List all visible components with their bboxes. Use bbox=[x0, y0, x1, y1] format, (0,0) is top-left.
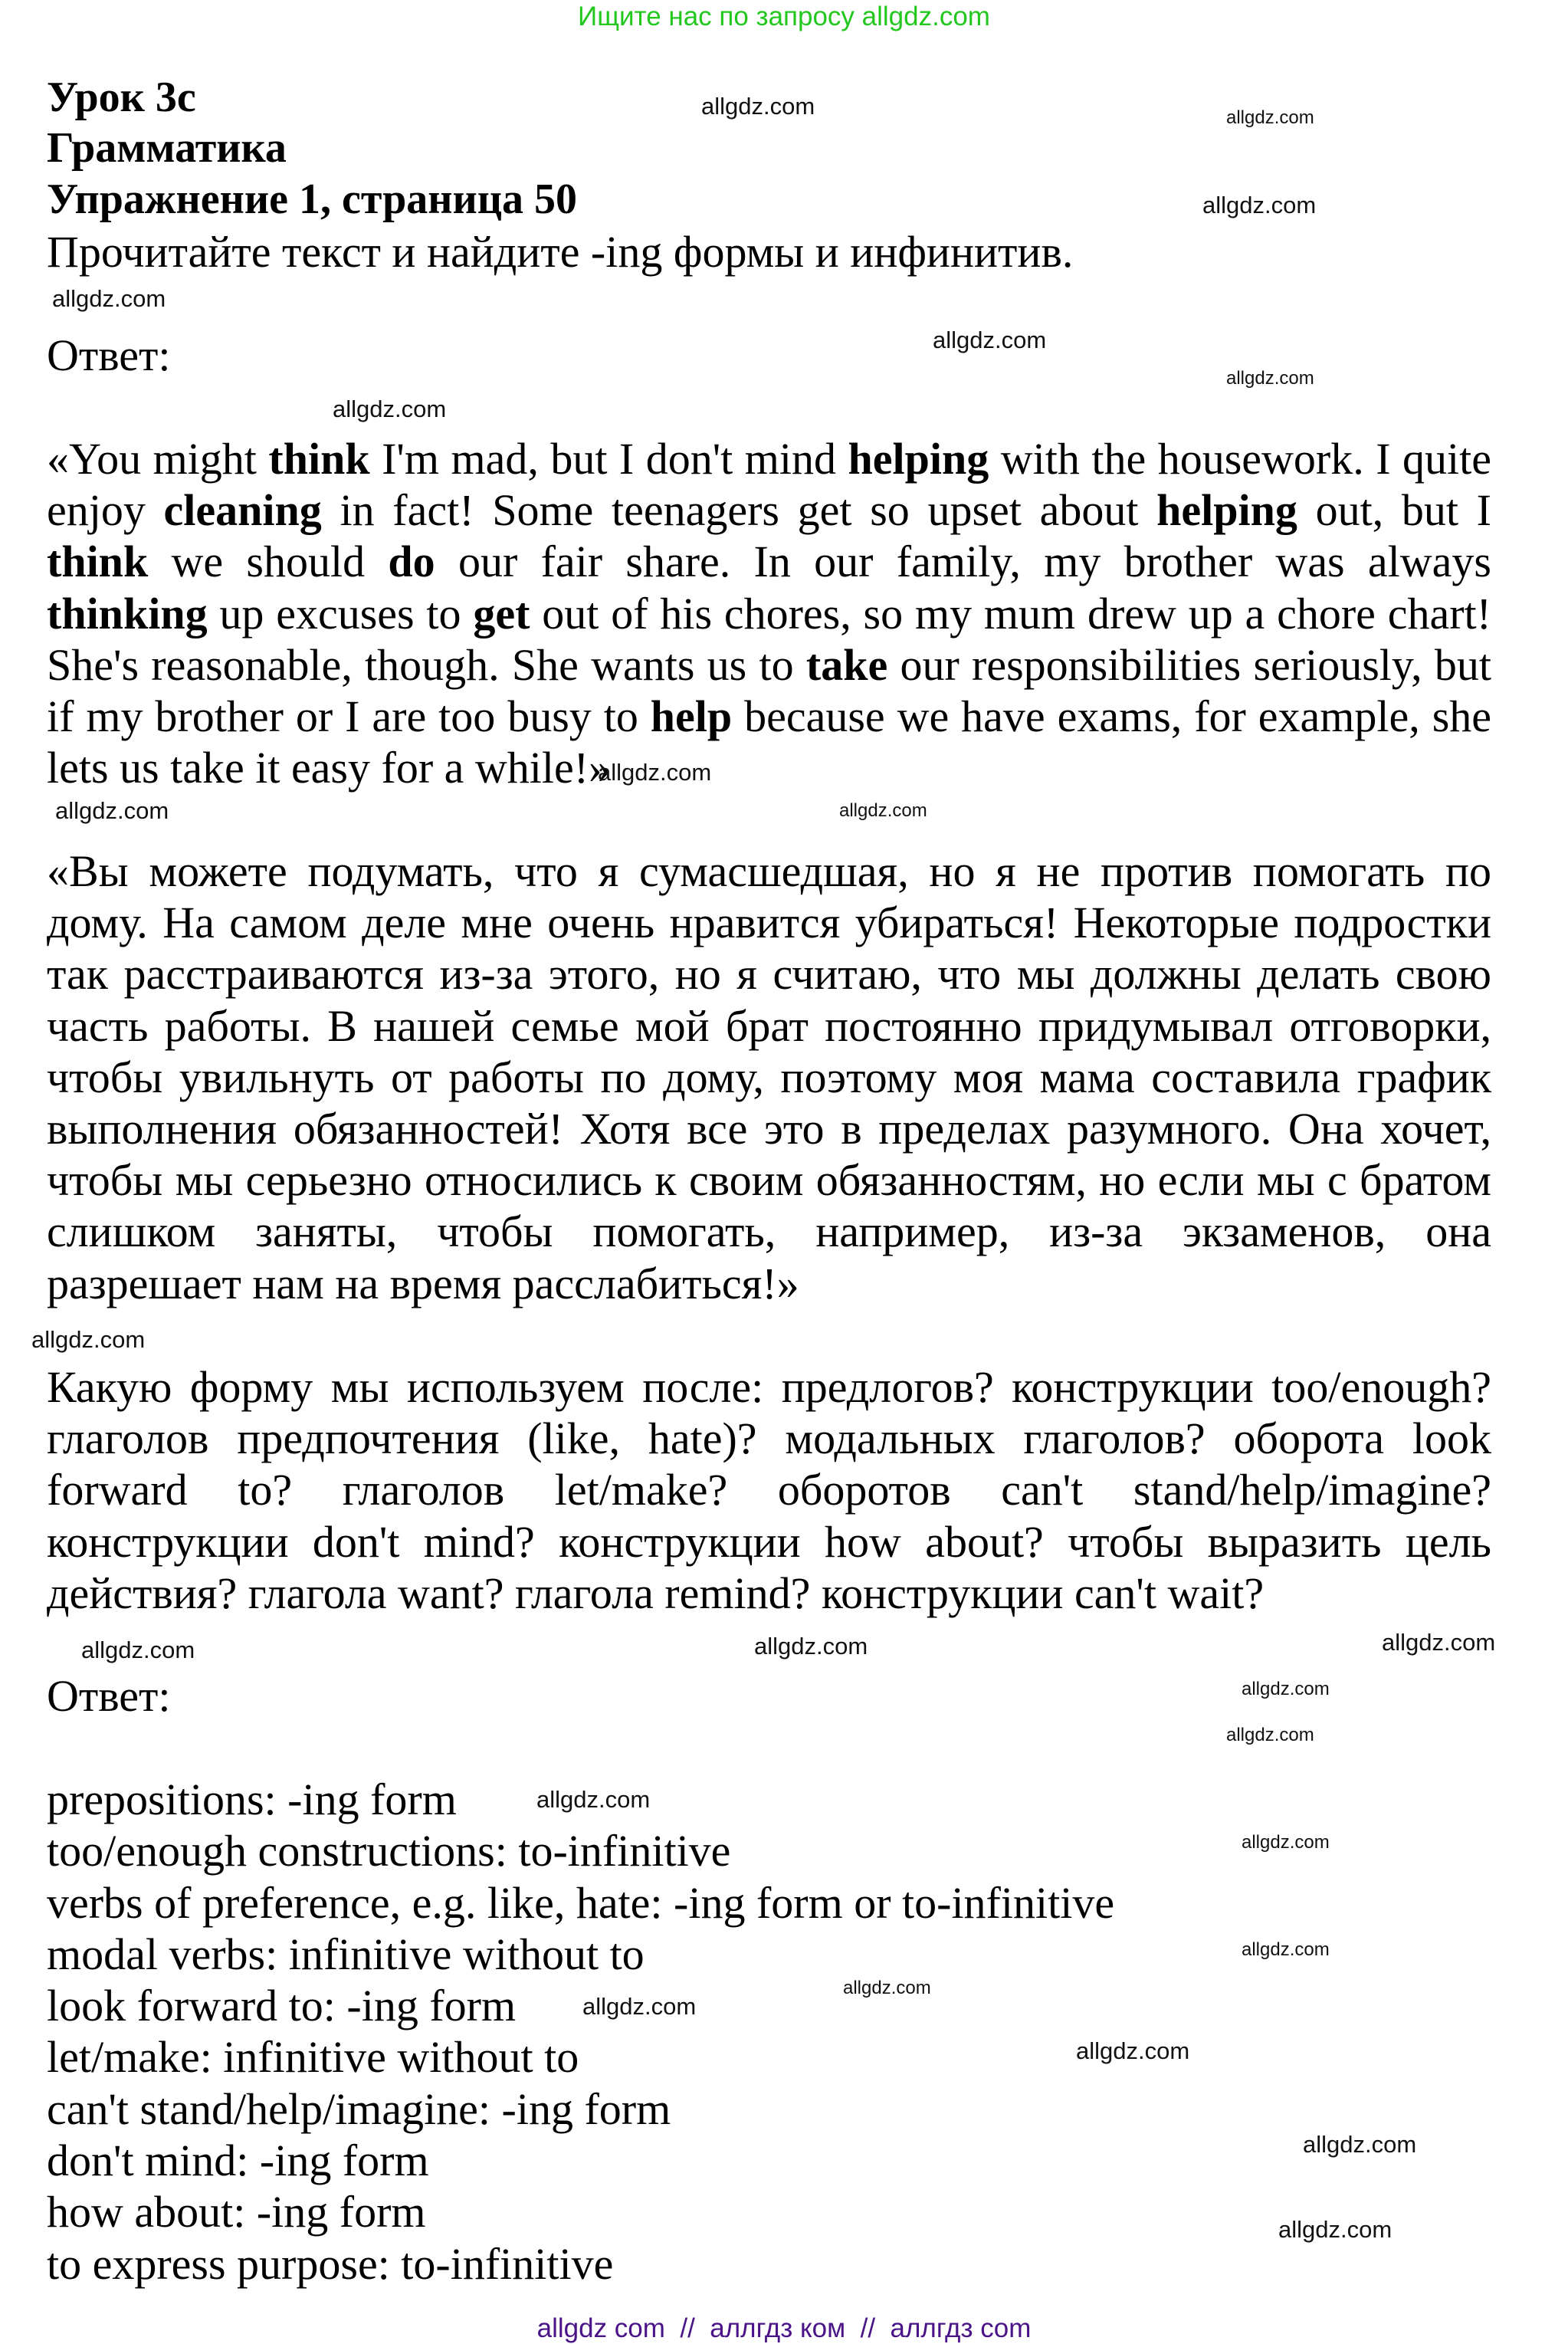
highlighted-verb: thinking bbox=[47, 588, 208, 639]
watermark: allgdz.com bbox=[536, 1786, 651, 1813]
highlighted-verb: take bbox=[805, 639, 888, 690]
watermark: allgdz.com bbox=[1278, 2216, 1393, 2243]
answer-item: prepositions: -ing form bbox=[47, 1774, 457, 1824]
text-segment: up excuses to bbox=[207, 588, 474, 639]
watermark: allgdz.com bbox=[1226, 107, 1314, 128]
text-segment: our responsibilities seriously, but if my brother or I are too busy to bbox=[47, 639, 1491, 742]
highlighted-verb: cleaning bbox=[163, 485, 322, 536]
watermark: allgdz.com bbox=[839, 800, 927, 821]
watermark: allgdz.com bbox=[754, 1633, 868, 1660]
watermark: allgdz.com bbox=[31, 1326, 146, 1353]
footer-links: allgdz com // аллгдз ком // аллгдз com bbox=[536, 2313, 1032, 2343]
lesson-title: Урок 3c bbox=[47, 74, 196, 121]
answer-label: Ответ: bbox=[47, 330, 171, 380]
answer-item: to express purpose: to-infinitive bbox=[47, 2238, 614, 2289]
exercise-title: Упражнение 1, страница 50 bbox=[47, 176, 578, 223]
watermark: allgdz.com bbox=[1226, 368, 1314, 389]
question-text: Какую форму мы используем после: предлогов? конструкции too/enough? глаголов предпочтения (like, hate)? модальных глаголов? оборота look forward to? глаголов let/make? оборотов can't stand/help/imagine? конструкции don't mind? конструкции how about? чтобы выразить цель действия? глагола want? глагола remind? конструкции can't wait? bbox=[47, 1362, 1491, 1618]
watermark: allgdz.com bbox=[843, 1978, 931, 1998]
task-text: Прочитайте текст и найдите -ing формы и инфинитив. bbox=[47, 227, 1074, 277]
answer-label-2: Ответ: bbox=[47, 1671, 171, 1721]
text-segment: we should bbox=[148, 537, 389, 587]
watermark: allgdz.com bbox=[333, 396, 447, 422]
answer-item: too/enough constructions: to-infinitive bbox=[47, 1826, 731, 1876]
text-segment: out, but I bbox=[1297, 485, 1491, 536]
answer-item: let/make: infinitive without to bbox=[47, 2032, 579, 2083]
answer-item: can't stand/help/imagine: -ing form bbox=[47, 2083, 671, 2134]
watermark: allgdz.com bbox=[701, 93, 815, 120]
watermark: allgdz.com bbox=[1076, 2037, 1190, 2064]
highlighted-verb: think bbox=[47, 537, 149, 587]
answer-item: don't mind: -ing form bbox=[47, 2136, 429, 2186]
text-segment: «You might bbox=[47, 434, 269, 484]
watermark: allgdz.com bbox=[52, 285, 166, 312]
watermark: allgdz.com bbox=[1202, 192, 1317, 218]
answer-item: look forward to: -ing form bbox=[47, 1981, 517, 2031]
highlighted-verb: help bbox=[650, 691, 733, 742]
watermark: allgdz.com bbox=[933, 327, 1047, 353]
watermark: allgdz.com bbox=[1382, 1629, 1496, 1656]
english-text bbox=[47, 433, 1491, 793]
highlighted-verb: helping bbox=[848, 434, 989, 484]
section-title: Грамматика bbox=[47, 124, 287, 172]
watermark: allgdz.com bbox=[582, 1993, 697, 2020]
watermark: allgdz.com bbox=[1242, 1832, 1330, 1853]
text-segment: with the housework. I quite enjoy bbox=[47, 434, 1491, 536]
highlighted-verb: do bbox=[388, 537, 435, 587]
highlighted-verb: helping bbox=[1156, 485, 1297, 536]
text-segment: I'm mad, but I don't mind bbox=[369, 434, 848, 484]
watermark: allgdz.com bbox=[598, 759, 712, 786]
answer-item: modal verbs: infinitive without to bbox=[47, 1929, 645, 1979]
highlighted-verb: think bbox=[268, 434, 370, 484]
watermark: allgdz.com bbox=[81, 1637, 195, 1663]
text-segment: in fact! Some teenagers get so upset about bbox=[321, 485, 1157, 536]
text-segment: because we have exams, for example, she lets us take it easy for a while!» bbox=[47, 691, 1492, 793]
watermark: allgdz.com bbox=[1226, 1725, 1314, 1745]
top-banner: Ищите нас по запросу allgdz.com bbox=[578, 2, 990, 31]
text-segment: our fair share. In our family, my brother was always bbox=[435, 537, 1491, 587]
watermark: allgdz.com bbox=[1303, 2131, 1417, 2158]
russian-text: «Вы можете подумать, что я сумасшедшая, но я не против помогать по дому. На самом деле мне очень нравится убираться! Некоторые подростки так расстраиваются из-за этого, но я считаю, что мы должны делать свою часть работы. В нашей семье мой брат постоянно придумывал отговорки, чтобы увильнуть от работы по дому, поэтому моя мама составила график выполнения обязанностей! Хотя все это в пределах разумного. Она хочет, чтобы мы серьезно относились к своим обязанностям, но если мы с братом слишком заняты, чтобы помогать, например, из-за экзаменов, она разрешает нам на время расслабиться!» bbox=[47, 846, 1491, 1308]
answer-item: how about: -ing form bbox=[47, 2187, 426, 2237]
highlighted-verb: get bbox=[473, 588, 530, 639]
watermark: allgdz.com bbox=[1242, 1679, 1330, 1699]
answers-list bbox=[47, 1774, 1114, 2290]
answer-item: verbs of preference, e.g. like, hate: -ing form or to-infinitive bbox=[47, 1877, 1115, 1928]
text-segment: out of his chores, so my mum drew up a chore chart! She's reasonable, though. She wants us to bbox=[47, 588, 1491, 690]
watermark: allgdz.com bbox=[1242, 1939, 1330, 1960]
watermark: allgdz.com bbox=[55, 797, 169, 824]
